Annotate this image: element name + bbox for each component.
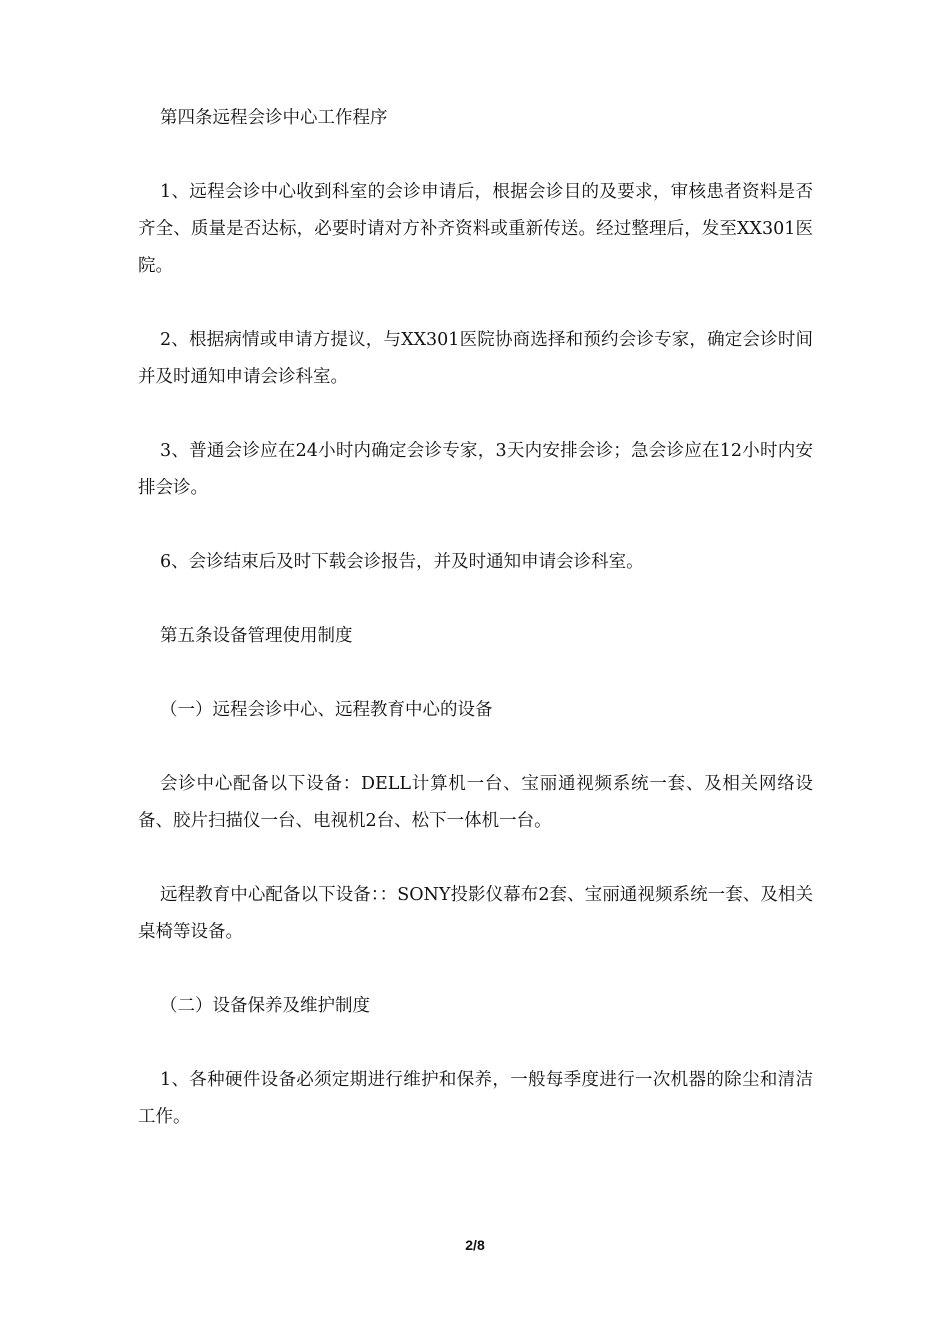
section-heading-4: 第四条远程会诊中心工作程序	[160, 108, 388, 128]
page-number: 2/8	[465, 1237, 485, 1253]
paragraph-item-3: 3、普通会诊应在24小时内确定会诊专家，3天内安排会诊；急会诊应在12小时内安排会诊。	[138, 441, 813, 498]
subsection-heading-2: （二）设备保养及维护制度	[160, 996, 370, 1016]
paragraph-maintenance-1: 1、各种硬件设备必须定期进行维护和保养，一般每季度进行一次机器的除尘和清洁工作。	[138, 1070, 813, 1127]
paragraph-item-6: 6、会诊结束后及时下载会诊报告，并及时通知申请会诊科室。	[160, 552, 644, 572]
section-heading-5: 第五条设备管理使用制度	[160, 626, 353, 646]
document-body	[138, 100, 813, 1173]
paragraph-education-equipment: 远程教育中心配备以下设备：：SONY投影仪幕布2套、宝丽通视频系统一套、及相关桌椅等设备。	[138, 885, 813, 942]
paragraph-item-2: 2、根据病情或申请方提议，与XX301医院协商选择和预约会诊专家，确定会诊时间并及时通知申请会诊科室。	[138, 330, 813, 387]
paragraph-item-1: 1、远程会诊中心收到科室的会诊申请后，根据会诊目的及要求，审核患者资料是否齐全、质量是否达标，必要时请对方补齐资料或重新传送。经过整理后，发至XX301医院。	[138, 182, 813, 276]
subsection-heading-1: （一）远程会诊中心、远程教育中心的设备	[160, 700, 493, 720]
paragraph-consultation-equipment: 会诊中心配备以下设备：DELL计算机一台、宝丽通视频系统一套、及相关网络设备、胶片扫描仪一台、电视机2台、松下一体机一台。	[138, 774, 813, 831]
